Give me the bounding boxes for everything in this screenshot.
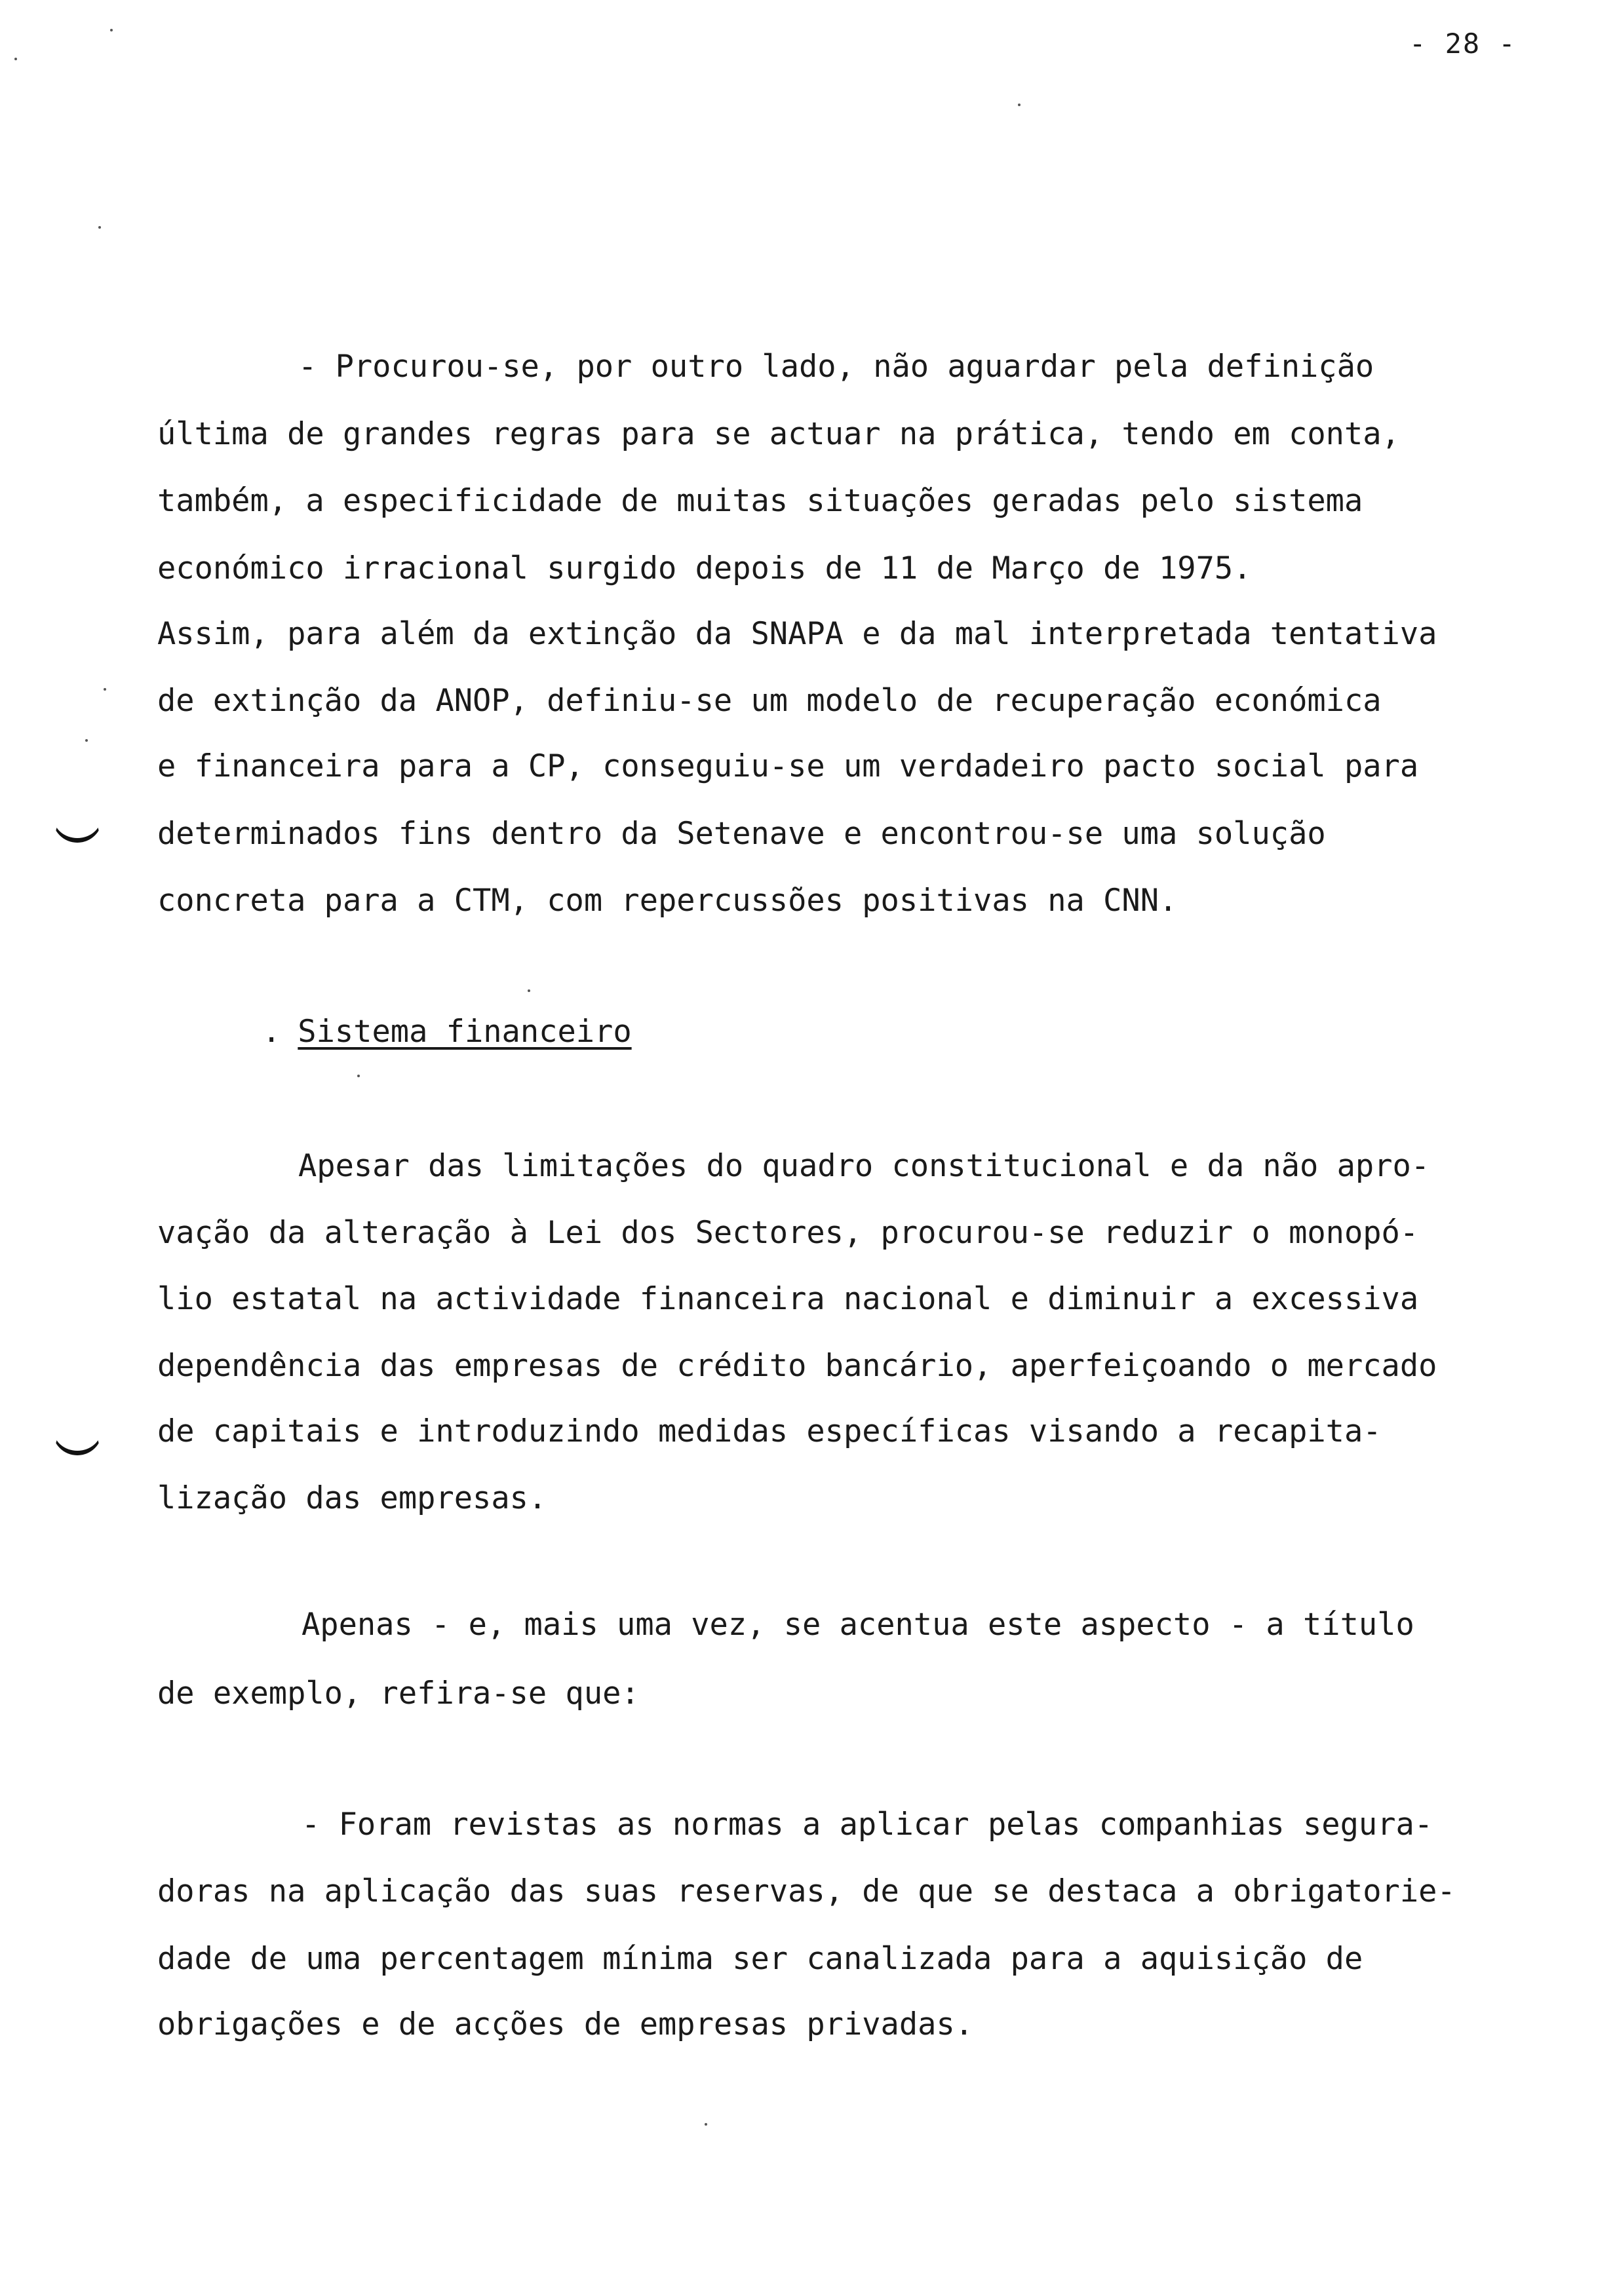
p2-line-3: lio estatal na actividade financeira nacional e diminuir a excessiva — [157, 1281, 1419, 1317]
p1-line-1: - Procurou-se, por outro lado, não aguardar pela definição — [298, 349, 1374, 385]
p3-line-2: de exemplo, refira-se que: — [157, 1675, 640, 1712]
p1-line-2: última de grandes regras para se actuar na prática, tendo em conta, — [157, 416, 1400, 452]
section-bullet: . — [262, 1014, 281, 1050]
p4-line-4: obrigações e de acções de empresas privadas. — [157, 2006, 974, 2042]
section-title: Sistema financeiro — [298, 1014, 632, 1050]
p4-line-1: - Foram revistas as normas a aplicar pelas companhias segura- — [302, 1807, 1433, 1843]
scan-speck — [110, 29, 113, 31]
scan-speck — [98, 226, 101, 229]
p4-line-2: doras na aplicação das suas reservas, de que se destaca a obrigatorie- — [157, 1873, 1456, 1909]
scan-speck — [705, 2123, 707, 2126]
scan-speck — [104, 688, 106, 691]
p2-line-1: Apesar das limitações do quadro constitucional e da não apro- — [298, 1148, 1430, 1184]
p1-line-5: Assim, para além da extinção da SNAPA e da mal interpretada tentativa — [157, 616, 1437, 652]
p2-line-4: dependência das empresas de crédito bancário, aperfeiçoando o mercado — [157, 1348, 1437, 1384]
scan-speck — [528, 989, 530, 992]
p1-line-3: também, a especificidade de muitas situações geradas pelo sistema — [157, 483, 1363, 519]
scan-speck — [357, 1075, 360, 1077]
scan-speck — [1018, 104, 1021, 106]
left-margin-mark-2 — [52, 1428, 102, 1455]
section-heading — [262, 1012, 632, 1052]
p4-line-3: dade de uma percentagem mínima ser canalizada para a aquisição de — [157, 1941, 1363, 1977]
p2-line-5: de capitais e introduzindo medidas específicas visando a recapita- — [157, 1413, 1382, 1449]
scan-speck — [14, 58, 17, 60]
scan-speck — [85, 739, 88, 742]
p2-line-6: lização das empresas. — [157, 1480, 547, 1516]
p1-line-6: de extinção da ANOP, definiu-se um modelo de recuperação económica — [157, 683, 1382, 719]
p1-line-8: determinados fins dentro da Setenave e encontrou-se uma solução — [157, 816, 1326, 852]
page-number: - 28 - — [1409, 28, 1517, 60]
p1-line-9: concreta para a CTM, com repercussões positivas na CNN. — [157, 883, 1178, 919]
p2-line-2: vação da alteração à Lei dos Sectores, procurou-se reduzir o monopó- — [157, 1215, 1419, 1251]
p3-line-1: Apenas - e, mais uma vez, se acentua este aspecto - a título — [302, 1607, 1414, 1643]
left-margin-mark-1 — [52, 816, 102, 843]
p1-line-7: e financeira para a CP, conseguiu-se um verdadeiro pacto social para — [157, 748, 1419, 784]
p1-line-4: económico irracional surgido depois de 11 de Março de 1975. — [157, 550, 1252, 586]
